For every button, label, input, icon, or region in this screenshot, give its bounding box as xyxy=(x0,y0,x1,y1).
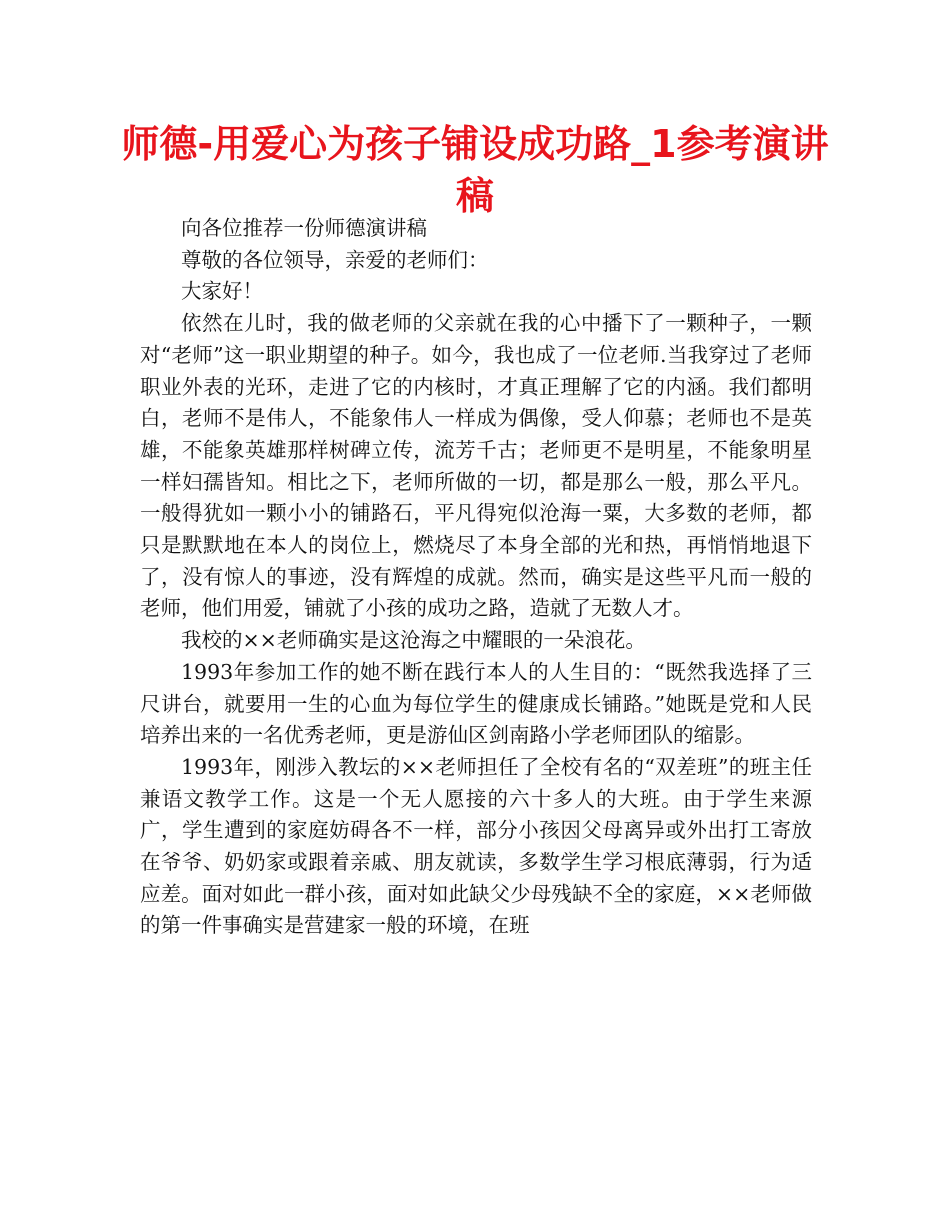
paragraph-salutation: 尊敬的各位领导，亲爱的老师们： xyxy=(181,247,489,272)
paragraph-1993-class: 1993年，刚涉入教坛的××老师担任了全校有名的“双差班”的班主任兼语文教学工作。这是一个无人愿接的六十多人的大班。由于学生来源广，学生遭到的家庭妨碍各不一样，部分小孩因父母离异或外出打工寄放在爷爷、奶奶家或跟着亲戚、朋友就读，多数学生学习根底薄弱，行为适应差。面对如此一群小孩，面对如此缺父少母残缺不全的家庭，××老师做的第一件事确实是营建家一般的环境，在班 xyxy=(140,754,812,938)
paragraph-childhood: 依然在儿时，我的做老师的父亲就在我的心中播下了一颗种子，一颗对“老师”这一职业期望的种子。如今，我也成了一位老师.当我穿过了老师职业外表的光环，走进了它的内核时，才真正理解了它的内涵。我们都明白，老师不是伟人，不能象伟人一样成为偶像，受人仰慕；老师也不是英雄，不能象英雄那样树碑立传，流芳千古；老师更不是明星，不能象明星一样妇孺皆知。相比之下，老师所做的一切，都是那么一般，那么平凡。一般得犹如一颗小小的铺路石，平凡得宛似沧海一粟，大多数的老师，都只是默默地在本人的岗位上，燃烧尽了本身全部的光和热，再悄悄地退下了，没有惊人的事迹，没有辉煌的成就。然而，确实是这些平凡而一般的老师，他们用爱，铺就了小孩的成功之路，造就了无数人才。 xyxy=(140,311,812,621)
document-title: 师德-用爱心为孩子铺设成功路_1参考演讲稿 xyxy=(121,122,829,218)
paragraph-1993-goal: 1993年参加工作的她不断在践行本人的人生目的：“既然我选择了三尺讲台，就要用一生的心血为每位学生的健康成长铺路。”她既是党和人民培养出来的一名优秀老师，更是游仙区剑南路小学老师团队的缩影。 xyxy=(140,659,812,748)
paragraph-greeting: 大家好！ xyxy=(181,279,263,304)
document-body xyxy=(140,213,812,942)
paragraph-teacher-intro: 我校的××老师确实是这沧海之中耀眼的一朵浪花。 xyxy=(181,628,646,653)
paragraph-recommendation: 向各位推荐一份师德演讲稿 xyxy=(181,216,427,240)
